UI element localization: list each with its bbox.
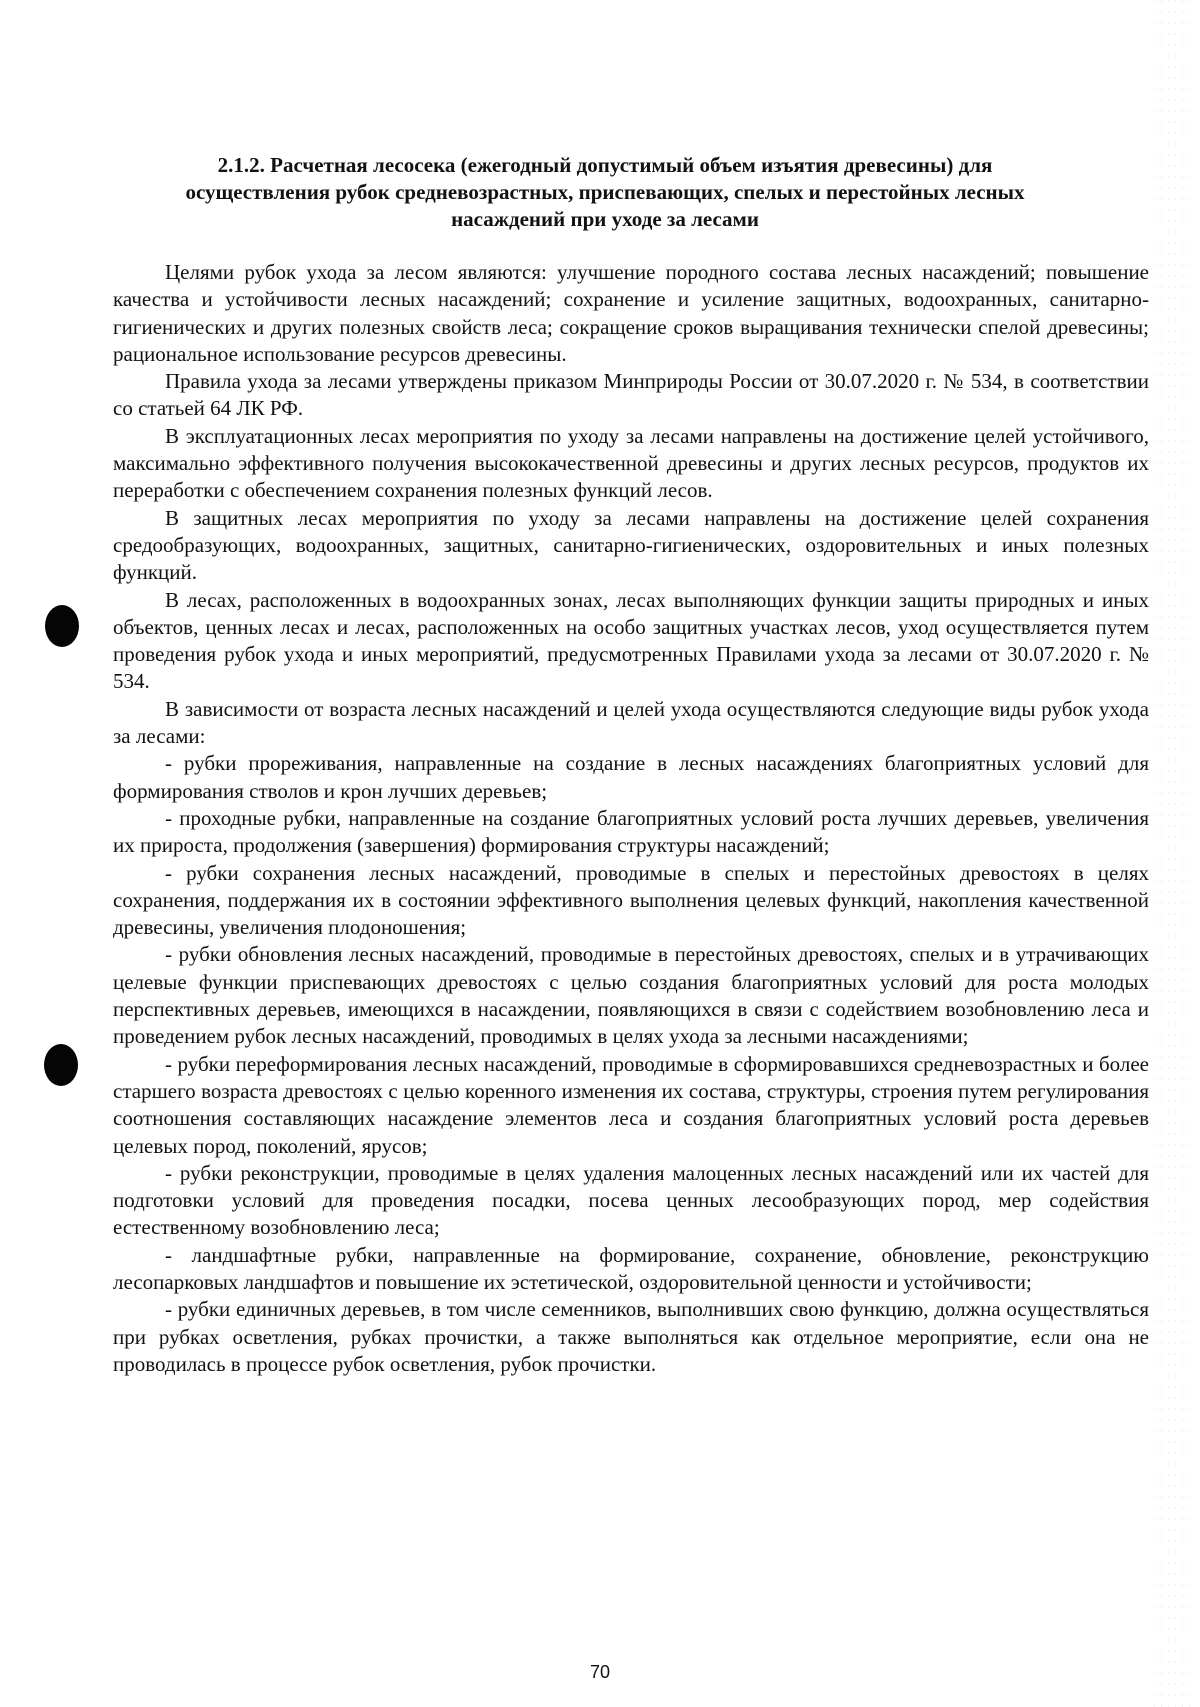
paragraph-types-intro: В зависимости от возраста лесных насаждений и целей ухода осуществляются следующие виды рубок ухода за лесами: [113,696,1149,749]
section-heading-line-1: 2.1.2. Расчетная лесосека (ежегодный допустимый объем изъятия древесины) для [217,153,993,177]
paragraph-rules: Правила ухода за лесами утверждены приказом Минприроды России от 30.07.2020 г. № 534, в соответствии со статьей 64 ЛК РФ. [113,369,1149,421]
list-item-passage-cuttings: - проходные рубки, направленные на создание благоприятных условий роста лучших деревьев, увеличения их прироста, продолжения (завершения) формирования структуры насаждений; [113,805,1149,858]
list-item-landscape-cuttings: - ландшафтные рубки, направленные на формирование, сохранение, обновление, реконструкцию лесопарковых ландшафтов и повышение их эстетической, оздоровительной ценности и устойчивости; [113,1242,1149,1294]
paragraph-water-protection-zones: В лесах, расположенных в водоохранных зонах, лесах выполняющих функции защиты природных и иных объектов, ценных лесах и лесах, расположенных на особо защитных участках лесов, уход осуществляется путем проведения рубок ухода и иных мероприятий, предусмотренных Правилами ухода за лесами от 30.07.2020 г. № 534. [113,587,1149,694]
scan-edge-noise [1154,0,1194,1707]
list-item-thinning: - рубки прореживания, направленные на создание в лесных насаждениях благоприятных условий для формирования стволов и крон лучших деревьев; [113,751,1149,803]
paragraph-exploitation-forests: В эксплуатационных лесах мероприятия по уходу за лесами направлены на достижение целей устойчивого, максимально эффективного получения высококачественной древесины и других лесных ресурсов, продуктов их переработки с обеспечением сохранения полезных функций лесов. [113,423,1149,503]
section-heading-line-2: осуществления рубок средневозрастных, приспевающих, спелых и перестойных лесных [185,180,1025,204]
section-heading [140,152,1070,233]
list-item-reformation-cuttings: - рубки переформирования лесных насаждений, проводимые в сформировавшихся средневозрастных и более старшего возраста древостоях с целью коренного изменения их состава, структуры, строения путем регулирования соотношения составляющих насаждение элементов леса и создания благоприятных условий роста деревьев целевых пород, поколений, ярусов; [113,1051,1149,1158]
punch-hole-bottom [44,1044,78,1086]
paragraph-goals: Целями рубок ухода за лесом являются: улучшение породного состава лесных насаждений; повышение качества и устойчивости лесных насаждений; сохранение и усиление защитных, водоохранных, санитарно-гигиенических и других полезных свойств леса; сокращение сроков выращивания технически спелой древесины; рациональное использование ресурсов древесины. [113,260,1149,366]
list-item-renewal-cuttings: - рубки обновления лесных насаждений, проводимые в перестойных древостоях, спелых и в утрачивающих целевые функции приспевающих древостоях с целью создания благоприятных условий для роста молодых перспективных деревьев, имеющихся в насаждении, появляющихся в связи с содействием возобновлению леса и проведением рубок лесных насаждений, проводимых в целях ухода за лесными насаждениями; [113,942,1149,1049]
list-item-conservation-cuttings: - рубки сохранения лесных насаждений, проводимые в спелых и перестойных древостоях в целях сохранения, поддержания их в состоянии эффективного выполнения целевых функций, накопления качественной древесины, увеличения плодоношения; [113,860,1149,940]
paragraph-protective-forests: В защитных лесах мероприятия по уходу за лесами направлены на достижение целей сохранения средообразующих, водоохранных, защитных, санитарно-гигиенических, оздоровительных и иных полезных функций. [113,505,1149,585]
list-item-single-tree-cuttings: - рубки единичных деревьев, в том числе семенников, выполнивших свою функцию, должна осуществляться при рубках осветления, рубках прочистки, а также выполняться как отдельное мероприятие, если она не проводилась в процессе рубок осветления, рубок прочистки. [113,1297,1149,1376]
body-text [113,259,1149,1378]
page-number: 70 [589,1662,611,1682]
punch-hole-top [45,605,79,647]
section-heading-line-3: насаждений при уходе за лесами [451,207,759,231]
list-item-reconstruction-cuttings: - рубки реконструкции, проводимые в целях удаления малоценных лесных насаждений или их частей для подготовки условий для проведения посадки, посева ценных лесообразующих пород, мер содействия естественному возобновлению леса; [113,1160,1149,1240]
